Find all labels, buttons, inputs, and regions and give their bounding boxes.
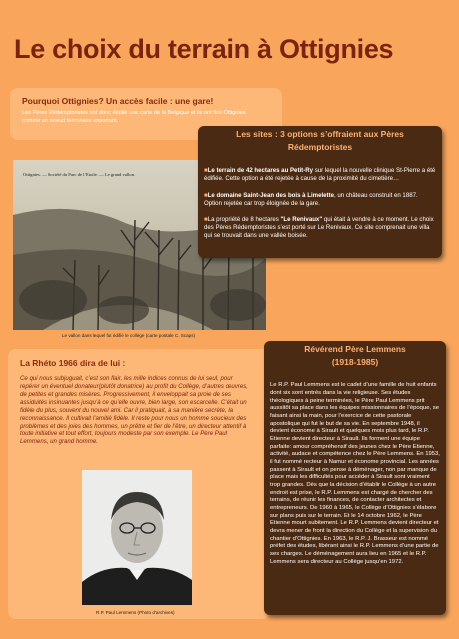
sites-panel xyxy=(198,126,442,258)
lemmens-heading: Révérend Père Lemmens (1918-1985) xyxy=(304,344,406,368)
page-title: Le choix du terrain à Ottignies xyxy=(14,34,394,64)
lemmens-panel xyxy=(264,341,446,615)
postcard-inscription: Ottignies. — Société du Parc de l’Etoile. — Le grand vallon. xyxy=(23,172,136,177)
bullet-icon: ■ xyxy=(204,191,208,199)
postcard-caption: Le vallon dans lequel fut édifié le collège (carte postale C. Scaps) xyxy=(62,333,196,338)
sites-heading: Les sites : 3 options s’offraient aux Pères Rédemptoristes xyxy=(236,129,404,153)
rheto-text: Ce qui nous subjuguait, c’est son flair, les mille indices connus de lui seul, pour repérer un éventuel donateur(plutôt donatrice) au profit du Collège, d’autres œuvres, de petites et grandes misères. Progressivement, il enveloppait sa proie de ses assiduités insinuantes jusqu’à ce qu’elle ouvre, bien large, son escarcelle. C’était un fidèle du plus, souvent du nouvel ami. Car il pratiquait, à sa manière secrète, la reconnaissance. Il cultivait l’amitié fidèle. Il reste pour nous un homme soucieux des problèmes et des joies des hommes, un prêtre et fier de l’être, un directeur attentif à toute initiative et tout effort, toujours modeste par son exemple. Le Père Paul Lemmens, un grand homme. xyxy=(20,375,248,446)
portrait-image xyxy=(82,470,192,605)
access-text: Les Pères Rédemptoristes ont donc déplié une carte de la Belgique et ils ont fixé Ottignies comme un noeud ferroviaire important. xyxy=(22,110,246,124)
portrait-caption: R.P. Paul Lemmens (Photo d’archives) xyxy=(96,610,175,615)
lemmens-text: Le R.P. Paul Lemmens est le cadet d’une famille de huit enfants dont six sont entrés dans la vie religieuse. Ses études théologiques à peine terminées, le Père Paul Lemmens prit aussitôt sa place dans les équipes missionnaires de l’époque, se faisant ainsi la main, pour l’exercice de cette pastorale apostolique qui fut le but de sa vie. En septembre 1948, il devient économe à Sirault et quelques mois plus tard, le R.P. Etienne devient directeur à Sirault. Ils forment une équipe parfaite: amour compréhensif des jeunes chez le Père Etienne, activité, audace et compétence chez le Père Lemmens. En 1953, il fut nommé recteur à Namur et économe provincial. Les années passent à Sirault et on pense à déménager, non par manque de place mais les difficultés pour accéder à Sirault sont vraiment trop grandes. Dès que la décision d’établir le Collège à un autre endroit est prise, le R.P. Lemmens est chargé de chercher des terrains, de réunir les finances, de contacter architectes et entrepreneurs. De 1960 à 1965, le Collège d’Ottignies s’élabore sur plans puis sur le terrain. Et le 14 octobre 1962, le Père Etienne mourt subitement. Le R.P. Lemmens devient directeur et devra mener de front la direction du Collège et la supervision du chantier d’Ottignies. En 1963, le R.P. J. Brasseur est nommé préfet des études, libérant ainsi le R.P. Lemmens d’une partie de ses charges. Le déménagement aura lieu en 1965 et le R.P. Lemmens sera directeur au Collège jusqu’en 1972. xyxy=(270,382,440,565)
access-heading: Pourquoi Ottignies? Un accès facile : une gare! xyxy=(22,96,214,106)
portrait-photo xyxy=(82,470,192,605)
rheto-heading: La Rhéto 1966 dira de lui : xyxy=(20,358,126,368)
sites-item-1: ■Le terrain de 42 hectares au Petit-Ry sur lequel la nouvelle clinique St-Pierre a été édifiée. Cette option a été rejetée à cause de la proximité du cimetière… xyxy=(204,167,436,183)
sites-item-3: ■La propriété de 8 hectares "Le Renivaux" qui était à vendre à ce moment. Le choix des Pères Rédemptoristes s’est porté sur Le Renivaux. Ce site comprenait une villa qui se trouvait dans une vallée boisée. xyxy=(204,215,434,239)
sites-item-2: ■Le domaine Saint-Jean des bois à Limelette, un château construit en 1887. Option rejetée car trop éloignée de la gare. xyxy=(204,191,418,207)
bullet-icon: ■ xyxy=(204,215,208,223)
bullet-icon: ■ xyxy=(204,167,208,175)
